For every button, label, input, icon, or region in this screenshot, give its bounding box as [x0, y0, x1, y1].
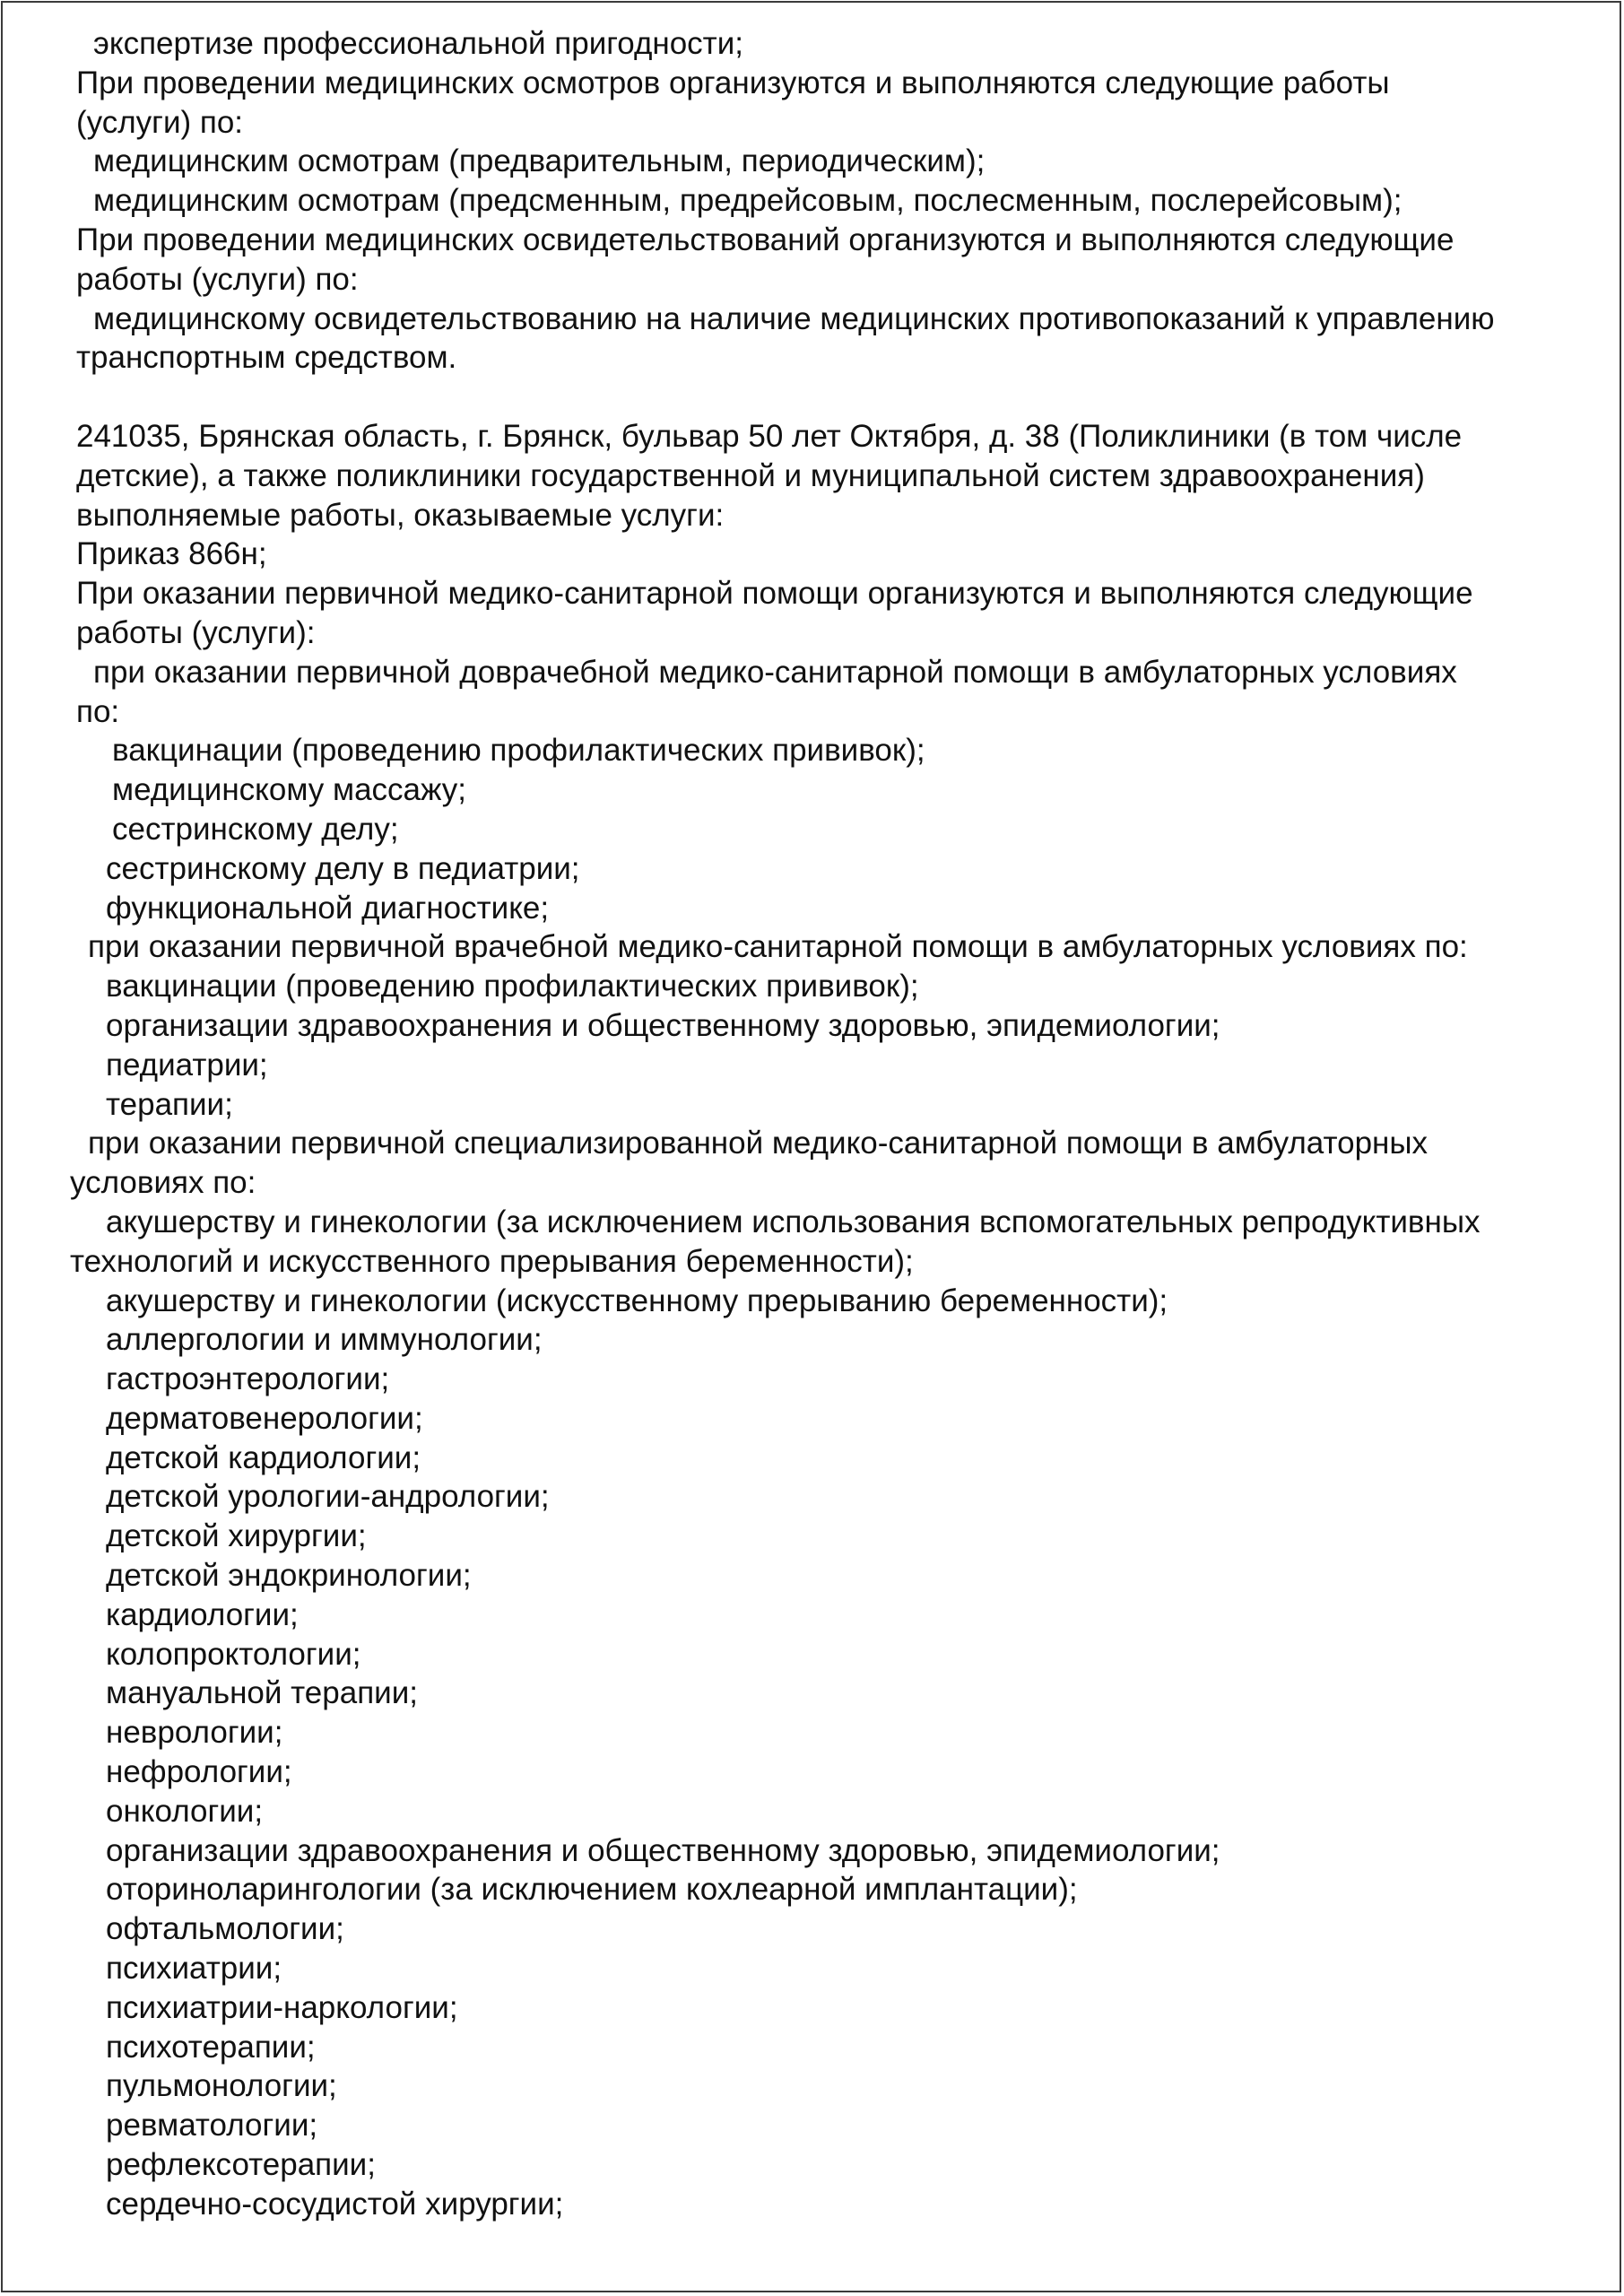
- document-line: медицинским осмотрам (предварительным, периодическим);: [93, 144, 986, 179]
- document-line: онкологии;: [106, 1793, 264, 1829]
- document-line: офтальмологии;: [106, 1911, 344, 1947]
- document-line: гастроэнтерологии;: [106, 1361, 390, 1397]
- document-line: психиатрии;: [106, 1951, 282, 1987]
- document-line: вакцинации (проведению профилактических прививок);: [112, 733, 925, 769]
- document-page: [1, 1, 1621, 2292]
- document-line: при оказании первичной врачебной медико-санитарной помощи в амбулаторных условиях по:: [88, 929, 1468, 965]
- document-line: рефлексотерапии;: [106, 2147, 376, 2183]
- document-line: При оказании первичной медико-санитарной помощи организуются и выполняются следующие: [76, 576, 1473, 612]
- document-line: (услуги) по:: [76, 104, 244, 140]
- document-line: нефрологии;: [106, 1754, 292, 1790]
- document-line: медицинскому массажу;: [112, 772, 467, 808]
- document-line: детские), а также поликлиники государственной и муниципальной систем здравоохранения): [76, 457, 1425, 493]
- document-line: Приказ 866н;: [76, 536, 267, 572]
- document-line: ревматологии;: [106, 2108, 318, 2144]
- document-line: сестринскому делу в педиатрии;: [106, 850, 580, 886]
- document-line: транспортным средством.: [76, 340, 457, 376]
- document-line: сердечно-сосудистой хирургии;: [106, 2186, 564, 2222]
- document-line: психотерапии;: [106, 2029, 316, 2065]
- document-line: условиях по:: [70, 1165, 256, 1201]
- document-line: акушерству и гинекологии (за исключением использования вспомогательных репродуктивных: [106, 1204, 1481, 1239]
- document-line: мануальной терапии;: [106, 1675, 418, 1711]
- document-line: психиатрии-наркологии;: [106, 1989, 458, 2025]
- document-line: по:: [76, 693, 120, 729]
- document-line: При проведении медицинских осмотров организуются и выполняются следующие работы: [76, 65, 1390, 100]
- document-line: дерматовенерологии;: [106, 1400, 423, 1436]
- document-line: экспертизе профессиональной пригодности;: [93, 26, 743, 61]
- document-line: вакцинации (проведению профилактических прививок);: [106, 969, 919, 1004]
- document-line: медицинским осмотрам (предсменным, предрейсовым, послесменным, послерейсовым);: [93, 183, 1403, 219]
- document-line: работы (услуги) по:: [76, 261, 359, 297]
- document-line: детской урологии-андрологии;: [106, 1479, 550, 1515]
- document-line: детской эндокринологии;: [106, 1558, 472, 1594]
- document-line: сестринскому делу;: [112, 811, 399, 847]
- document-line: при оказании первичной доврачебной медико-санитарной помощи в амбулаторных условиях: [93, 654, 1457, 690]
- blank-line: [3, 378, 1623, 417]
- document-line: при оказании первичной специализированной медико-санитарной помощи в амбулаторных: [88, 1126, 1429, 1161]
- document-line: педиатрии;: [106, 1047, 268, 1083]
- document-line: неврологии;: [106, 1715, 283, 1751]
- document-line: колопроктологии;: [106, 1636, 361, 1672]
- document-line: пульмонологии;: [106, 2068, 337, 2104]
- document-line: работы (услуги):: [76, 614, 316, 650]
- document-line: технологий и искусственного прерывания беременности);: [70, 1243, 914, 1279]
- document-line: оториноларингологии (за исключением кохлеарной имплантации);: [106, 1872, 1078, 1908]
- document-line: акушерству и гинекологии (искусственному прерыванию беременности);: [106, 1283, 1168, 1318]
- document-line: медицинскому освидетельствованию на наличие медицинских противопоказаний к управлению: [93, 300, 1495, 336]
- document-line: терапии;: [106, 1086, 233, 1122]
- document-line: организации здравоохранения и общественному здоровью, эпидемиологии;: [106, 1007, 1220, 1043]
- document-line: организации здравоохранения и общественному здоровью, эпидемиологии;: [106, 1832, 1220, 1868]
- document-line: 241035, Брянская область, г. Брянск, бульвар 50 лет Октября, д. 38 (Поликлиники (в том числе: [76, 418, 1463, 454]
- document-line: При проведении медицинских освидетельствований организуются и выполняются следующие: [76, 222, 1455, 257]
- document-line: функциональной диагностике;: [106, 890, 550, 926]
- document-line: кардиологии;: [106, 1596, 299, 1632]
- document-text: [3, 24, 1623, 2224]
- document-line: выполняемые работы, оказываемые услуги:: [76, 497, 725, 533]
- document-line: детской хирургии;: [106, 1518, 367, 1554]
- document-line: аллергологии и иммунологии;: [106, 1322, 543, 1358]
- document-line: детской кардиологии;: [106, 1439, 421, 1475]
